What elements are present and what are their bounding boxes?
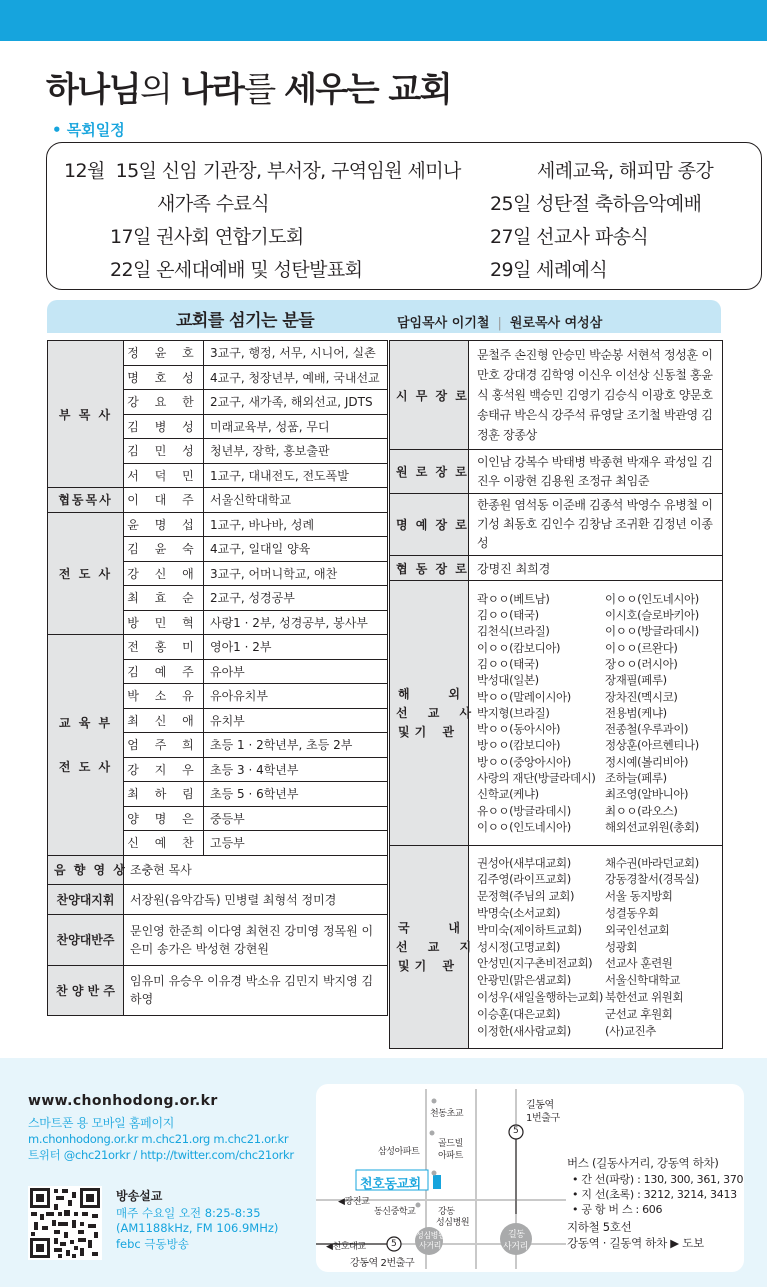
- list-item: 곽ㅇㅇ(베트남): [477, 591, 550, 606]
- list-item: 권성아(새부대교회): [477, 855, 571, 870]
- list-item: 이ㅇㅇ(방글라데시): [605, 624, 699, 639]
- staff-name: 김 병 성: [124, 414, 204, 439]
- bus-line: • 지 선(초록) : 3212, 3214, 3413: [572, 1188, 737, 1201]
- radio-frequency: (AM1188kHz, FM 106.9MHz): [116, 1221, 279, 1235]
- staff-role: 1교구, 대내전도, 전도폭발: [204, 463, 388, 488]
- subway-title: 지하철 5호선: [567, 1220, 632, 1234]
- list-item: 군선교 후원회: [605, 1006, 673, 1021]
- staff-table-right: [389, 340, 723, 1049]
- list-item: 박지형(브라질): [477, 705, 550, 720]
- staff-role: 1교구, 바나바, 성례: [204, 512, 388, 537]
- staff-name: 김 윤 숙: [124, 537, 204, 562]
- staff-role: 4교구, 청장년부, 예배, 국내선교: [204, 365, 388, 390]
- category-cell: 전 도 사: [48, 512, 124, 635]
- schedule-item: 세례교육, 해피맘 종강: [537, 160, 714, 182]
- staff-name: 엄 주 희: [124, 733, 204, 758]
- map-label: 강동역 2번출구: [350, 1258, 415, 1269]
- category-cell: 찬양대반주: [48, 914, 124, 965]
- staff-role: 미래교육부, 성품, 무디: [204, 414, 388, 439]
- list-item: 조하늘(페루): [605, 771, 667, 786]
- staff-names: 서장원(음악감독) 민병렬 최형석 정미경: [124, 884, 388, 914]
- schedule-item: 17일 권사회 연합기도회: [110, 226, 304, 248]
- map-label: 사거리: [419, 1241, 441, 1250]
- map-label: 1번출구: [526, 1113, 560, 1124]
- list-item: 이ㅇㅇ(인도네시아): [477, 819, 571, 834]
- staff-name: 정 윤 호: [124, 341, 204, 366]
- map-label: 길동역: [526, 1100, 554, 1111]
- category-cell: 국 내 선 교 지 및 기 관: [390, 846, 469, 1049]
- mobile-site-title: 스마트폰 용 모바일 홈페이지: [28, 1116, 175, 1130]
- staff-name: 양 명 은: [124, 806, 204, 831]
- staff-role: 유아부: [204, 659, 388, 684]
- map-label: 성심병원: [436, 1218, 470, 1228]
- list-item: 성결동우회: [605, 906, 659, 920]
- twitter-link[interactable]: 트위터 @chc21orkr / http://twitter.com/chc21orkr: [28, 1148, 294, 1162]
- radio-time: 매주 수요일 오전 8:25-8:35: [116, 1206, 261, 1220]
- map-label: 성심병원: [416, 1231, 446, 1240]
- map-label: 길동: [508, 1230, 525, 1240]
- list-item: 성시정(고명교회): [477, 939, 561, 954]
- mobile-site-links[interactable]: m.chonhodong.or.kr m.chc21.org m.chc21.or.kr: [28, 1132, 289, 1146]
- list-item: 안광민(맑은샘교회): [477, 973, 571, 988]
- staff-role: 중등부: [204, 806, 388, 831]
- category-cell: 찬 양 반 주: [48, 965, 124, 1015]
- staff-role: 초등 5 · 6학년부: [204, 782, 388, 807]
- list-item: 방ㅇㅇ(중앙아시아): [477, 754, 571, 769]
- list-item: 서울신학대학교: [605, 973, 680, 988]
- staff-role: 3교구, 행정, 서무, 시니어, 실촌: [204, 341, 388, 366]
- staff-role: 4교구, 일대일 양육: [204, 537, 388, 562]
- staff-name: 명 호 성: [124, 365, 204, 390]
- schedule-heading: • 목회일정: [52, 121, 125, 139]
- map-label: 강동: [438, 1207, 455, 1217]
- staff-role: 청년부, 장학, 홍보출판: [204, 439, 388, 464]
- list-item: 이승훈(대은교회): [477, 1006, 561, 1021]
- staff-name: 김 민 성: [124, 439, 204, 464]
- staff-name: 강 신 애: [124, 561, 204, 586]
- staff-name: 강 지 우: [124, 757, 204, 782]
- overseas-list: [469, 581, 723, 846]
- schedule-item: 새가족 수료식: [157, 193, 269, 215]
- list-item: 방ㅇㅇ(캄보디아): [477, 738, 561, 753]
- list-item: 김주영(라이프교회): [477, 872, 571, 887]
- list-item: 정시예(볼리비아): [605, 754, 689, 769]
- staff-name: 방 민 혁: [124, 610, 204, 635]
- church-marker: 천호동교회: [360, 1177, 421, 1192]
- category-cell: 협동목사: [48, 488, 124, 513]
- staff-name: 최 효 순: [124, 586, 204, 611]
- list-item: 이시호(슬로바키아): [605, 608, 699, 623]
- list-item: (사)교진추: [605, 1023, 657, 1038]
- category-cell: 원 로 장 로: [390, 450, 469, 494]
- staff-role: 영아1 · 2부: [204, 635, 388, 660]
- staff-role: 고등부: [204, 831, 388, 856]
- radio-station: febc 극동방송: [116, 1237, 189, 1251]
- list-item: 사랑의 재단(방글라데시): [477, 771, 596, 786]
- pastors-line: 담임목사 이기철 | 원로목사 여성삼: [397, 316, 603, 331]
- staff-name: 이 대 주: [124, 488, 204, 513]
- map-label: 사거리: [503, 1242, 528, 1252]
- qr-code: [28, 1186, 102, 1260]
- schedule-item: 29일 세례예식: [490, 259, 608, 281]
- staff-title: 교회를 섬기는 분들: [176, 311, 315, 331]
- staff-header-band: [47, 300, 721, 333]
- list-item: 북한선교 위원회: [605, 989, 684, 1004]
- list-item: 외국인선교회: [605, 922, 670, 937]
- list-item: 최ㅇㅇ(라오스): [605, 803, 678, 818]
- map-label: 5: [391, 1239, 397, 1249]
- list-item: 강동경찰서(경목실): [605, 872, 699, 887]
- staff-name: 전 홍 미: [124, 635, 204, 660]
- map-label: 천동초교: [430, 1109, 464, 1119]
- list-item: 장차진(멕시코): [605, 689, 678, 704]
- list-item: 이ㅇㅇ(르완다): [605, 640, 678, 655]
- staff-role: 사랑1 · 2부, 성경공부, 봉사부: [204, 610, 388, 635]
- list-item: 서울 동지방회: [605, 889, 673, 904]
- map-label: ◀광진교: [338, 1197, 370, 1207]
- list-item: 김ㅇㅇ(태국): [477, 656, 539, 671]
- list-item: 전종철(우루과이): [605, 722, 689, 737]
- list-item: 이정한(새사람교회): [477, 1023, 571, 1038]
- staff-role: 서울신학대학교: [204, 488, 388, 513]
- list-item: 전용범(케냐): [605, 705, 667, 720]
- staff-name: 신 예 찬: [124, 831, 204, 856]
- staff-table-left: [47, 340, 388, 1016]
- list-item: 최조영(알바니아): [605, 787, 689, 802]
- staff-name: 강 요 한: [124, 390, 204, 415]
- staff-names: 한종원 염석동 이준배 김종석 박영수 유병철 이기성 최동호 김인수 김창남 조귀환 김정년 이종성: [469, 494, 723, 556]
- list-item: 안성민(지구촌비전교회): [477, 956, 593, 971]
- staff-role: 2교구, 성경공부: [204, 586, 388, 611]
- staff-role: 초등 1 · 2학년부, 초등 2부: [204, 733, 388, 758]
- category-cell: 교 육 부 전 도 사: [48, 635, 124, 856]
- list-item: 정상훈(아르헨티나): [605, 738, 699, 753]
- list-item: 채수권(바라던교회): [605, 855, 699, 870]
- list-item: 이ㅇㅇ(캄보디아): [477, 640, 561, 655]
- staff-role: 유아유치부: [204, 684, 388, 709]
- schedule-item: 12월 15일 신임 기관장, 부서장, 구역임원 세미나: [64, 160, 461, 182]
- list-item: 박명숙(소서교회): [477, 906, 561, 920]
- list-item: 박미숙(제이하트교회): [477, 922, 582, 937]
- bus-title: 버스 (길동사거리, 강동역 하차): [567, 1156, 719, 1170]
- staff-names: 이인남 강복수 박태병 박종현 박재우 곽성일 김진우 이광현 김용원 조정규 최임준: [469, 450, 723, 494]
- top-accent-bar: [0, 0, 767, 41]
- schedule-item: 27일 선교사 파송식: [490, 226, 649, 248]
- category-cell: 부 목 사: [48, 341, 124, 488]
- map-label: 삼성아파트: [378, 1147, 420, 1157]
- staff-role: 2교구, 새가족, 해외선교, JDTS: [204, 390, 388, 415]
- staff-names: 문철주 손진형 안승민 박순봉 서현석 정성훈 이만호 강대경 김학영 이신우 이선상 신동철 홍윤식 홍석원 백승민 김영기 김승식 이광호 양문호 송태규 박은식 강주석 류영달 조기철 박관영 김정훈 장종상: [469, 341, 723, 450]
- schedule-item: 25일 성탄절 축하음악예배: [490, 193, 702, 215]
- list-item: 문정혁(주님의 교회): [477, 889, 575, 904]
- staff-name: 김 예 주: [124, 659, 204, 684]
- staff-names: 임유미 유승우 이유경 박소유 김민지 박지영 김하영: [124, 965, 388, 1015]
- staff-name: 최 신 애: [124, 708, 204, 733]
- list-item: 김ㅇㅇ(태국): [477, 608, 539, 623]
- radio-title: 방송설교: [116, 1189, 163, 1203]
- staff-names: 조충현 목사: [124, 855, 388, 884]
- list-item: 김천식(브라질): [477, 624, 550, 639]
- list-item: 이성우(새일올행하는교회): [477, 989, 603, 1004]
- staff-names: 문인영 한준희 이다영 최현진 강미영 정목원 이은미 송가은 박성현 강현원: [124, 914, 388, 965]
- staff-role: 유치부: [204, 708, 388, 733]
- category-cell: 찬양대지휘: [48, 884, 124, 914]
- list-item: 장재필(페루): [605, 673, 667, 688]
- category-cell: 협 동 장 로: [390, 556, 469, 581]
- list-item: 박성대(일본): [477, 673, 539, 688]
- staff-name: 윤 명 섭: [124, 512, 204, 537]
- staff-name: 최 하 림: [124, 782, 204, 807]
- page-title: 하나님의 나라를 세우는 교회: [46, 70, 452, 110]
- domestic-list: [469, 846, 723, 1049]
- list-item: 신학교(케냐): [477, 787, 539, 802]
- list-item: 장ㅇㅇ(러시아): [605, 656, 678, 671]
- staff-role: 초등 3 · 4학년부: [204, 757, 388, 782]
- subway-text: 강동역 · 길동역 하차 ▶ 도보: [567, 1236, 704, 1250]
- map-label: 아파트: [438, 1151, 463, 1161]
- list-item: 해외선교위원(총회): [605, 819, 699, 834]
- category-cell: 해 외 선 교 사 및 기 관: [390, 581, 469, 846]
- map-label: ◀천호대교: [326, 1242, 366, 1252]
- list-item: 이ㅇㅇ(인도네시아): [605, 591, 699, 606]
- staff-name: 서 덕 민: [124, 463, 204, 488]
- list-item: 유ㅇㅇ(방글라데시): [477, 803, 571, 818]
- map-label: 동신중학교: [374, 1207, 416, 1217]
- list-item: 선교사 훈련원: [605, 956, 673, 971]
- website-link[interactable]: www.chonhodong.or.kr: [28, 1093, 218, 1109]
- list-item: 박ㅇㅇ(말레이시아): [477, 689, 571, 704]
- schedule-item: 22일 온세대예배 및 성탄발표회: [110, 259, 363, 281]
- map-label: 5: [513, 1126, 519, 1136]
- list-item: 성광회: [605, 939, 638, 954]
- category-cell: 명 예 장 로: [390, 494, 469, 556]
- map-label: 골드빌: [438, 1139, 463, 1149]
- category-cell: 음 향 영 상: [48, 855, 124, 884]
- staff-role: 3교구, 어머니학교, 애찬: [204, 561, 388, 586]
- bus-line: • 공 항 버 스 : 606: [572, 1203, 663, 1216]
- category-cell: 시 무 장 로: [390, 341, 469, 450]
- bus-line: • 간 선(파랑) : 130, 300, 361, 370: [572, 1173, 744, 1186]
- staff-names: 강명진 최희경: [469, 556, 723, 581]
- list-item: 박ㅇㅇ(동아시아): [477, 722, 561, 737]
- staff-name: 박 소 유: [124, 684, 204, 709]
